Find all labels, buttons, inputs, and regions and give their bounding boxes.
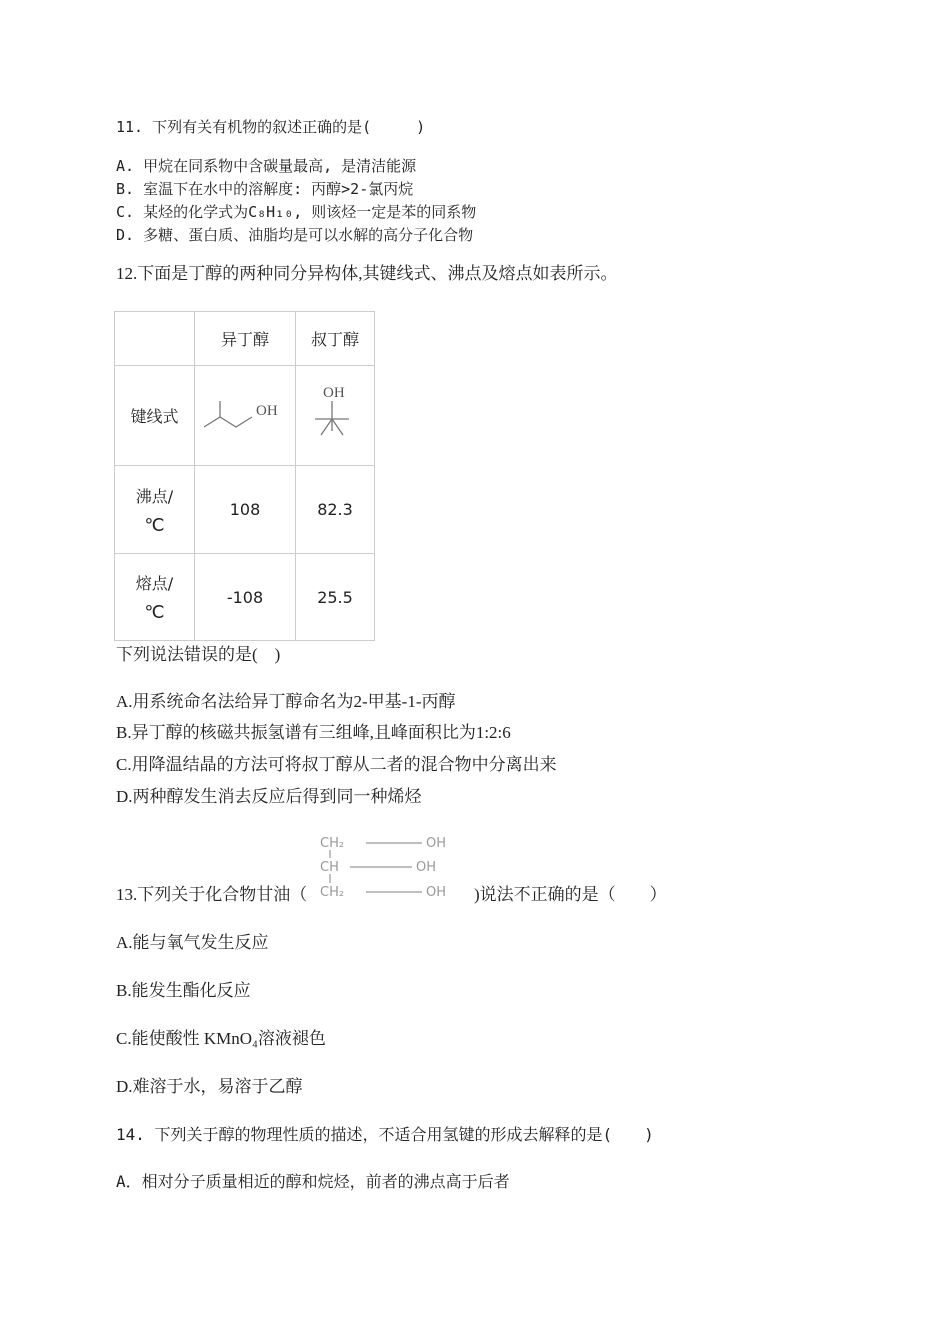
q13-option-b: B.能发生酯化反应	[116, 981, 251, 1000]
melting-point-unit: ℃	[144, 602, 165, 622]
tert-butanol-oh-label: OH	[323, 384, 345, 401]
q11-option-d: D. 多糖、蛋白质、油脂均是可以水解的高分子化合物	[116, 226, 474, 244]
isobutanol-melting-point: -108	[195, 554, 296, 641]
q13-option-d: D.难溶于水，易溶于乙醇	[116, 1077, 303, 1096]
q12-option-c: C.用降温结晶的方法可将叔丁醇从二者的混合物中分离出来	[116, 755, 557, 774]
q12-option-b: B.异丁醇的核磁共振氢谱有三组峰,且峰面积比为1:2:6	[116, 723, 511, 742]
q13-stem-after: )说法不正确的是（ ）	[474, 885, 667, 904]
glycerol-oh-middle: OH	[416, 860, 437, 875]
isobutanol-skeletal-formula	[195, 366, 296, 466]
header-tert-butanol: 叔丁醇	[296, 312, 375, 366]
q11-stem: 11. 下列有关有机物的叙述正确的是( )	[116, 118, 426, 136]
tert-butanol-boiling-point: 82.3	[296, 466, 375, 554]
glycerol-ch2-bottom: CH₂	[320, 885, 345, 900]
tert-butanol-melting-point: 25.5	[296, 554, 375, 641]
q11-option-c: C. 某烃的化学式为C₈H₁₀, 则该烃一定是苯的同系物	[116, 203, 477, 221]
q14-option-a: A．相对分子质量相近的醇和烷烃，前者的沸点高于后者	[116, 1172, 510, 1191]
isobutanol-structure-drawing	[200, 389, 290, 439]
q12-stem: 12.下面是丁醇的两种同分异构体,其键线式、沸点及熔点如表所示。	[116, 264, 618, 283]
q12-prompt: 下列说法错误的是( )	[116, 645, 281, 664]
row-label-boiling-point	[115, 466, 195, 554]
q11-option-a: A. 甲烷在同系物中含碳量最高, 是清洁能源	[116, 157, 417, 175]
q13-option-a: A.能与氧气发生反应	[116, 933, 269, 952]
boiling-point-label: 沸点/	[135, 486, 174, 506]
tert-butanol-skeletal-formula	[296, 366, 375, 466]
glycerol-ch2-top: CH₂	[320, 836, 345, 851]
q11-option-b: B. 室温下在水中的溶解度: 丙醇>2-氯丙烷	[116, 180, 414, 198]
q14-stem: 14. 下列关于醇的物理性质的描述，不适合用氢键的形成去解释的是( )	[116, 1125, 654, 1144]
glycerol-oh-top: OH	[426, 836, 447, 851]
glycerol-structure-drawing	[318, 834, 468, 904]
boiling-point-unit: ℃	[144, 514, 165, 535]
tert-butanol-structure-drawing	[305, 379, 365, 449]
q13-option-c: C.能使酸性 KMnO₄溶液褪色	[116, 1029, 326, 1048]
melting-point-label: 熔点/	[135, 574, 174, 593]
q12-option-a: A.用系统命名法给异丁醇命名为2-甲基-1-丙醇	[116, 692, 456, 711]
isobutanol-boiling-point: 108	[195, 466, 296, 554]
table-corner-cell	[115, 312, 195, 366]
glycerol-ch: CH	[320, 860, 339, 875]
row-label-melting-point	[115, 554, 195, 641]
glycerol-oh-bottom: OH	[426, 885, 447, 900]
q13-stem-before: 13.下列关于化合物甘油（	[116, 885, 308, 904]
butanol-properties-table	[114, 311, 375, 641]
q12-option-d: D.两种醇发生消去反应后得到同一种烯烃	[116, 787, 422, 806]
header-isobutanol: 异丁醇	[195, 312, 296, 366]
row-label-structure: 键线式	[115, 366, 195, 466]
isobutanol-oh-label: OH	[256, 402, 278, 419]
